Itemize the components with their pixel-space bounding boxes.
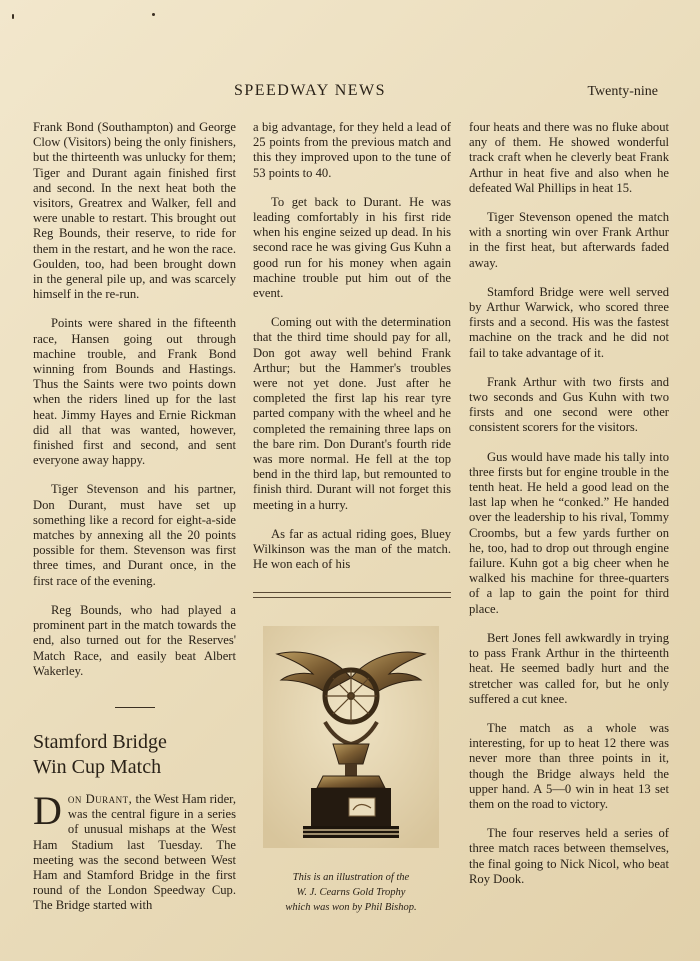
article-headline [33,730,236,780]
article-paragraph: a big advantage, for they held a lead of 25 points from the previous match and this they improved upon to the tune of 53 points to 40. [253,120,451,180]
caption-line-3: which was won by Phil Bishop. [285,902,417,913]
article-paragraph: Frank Bond (Southampton) and George Clow (Visitors) being the only finishers, but the thirteenth was unlucky for them; Tiger and Durant again finished first and second. In the next heat both the visitors, Greatrex and Walker, fell and were unable to restart. This brought out Reg Bounds, their reserve, to ride for them in the restart, and he won the race. Goulden, too, had been brought down in the general pile up, and was scarcely himself in the re-run. [33,120,236,302]
article-paragraph: Points were shared in the fifteenth race, Hansen going out through machine trouble, and Frank Bond winning from Bounds and Hastings. Thus the Saints were two points down when the riders lined up for the last heat. Jimmy Hayes and Ernie Rickman did all that was wanted, however, finished first and second, and sent everyone away happy. [33,316,236,468]
section-divider [115,707,155,708]
article-paragraph: The match as a whole was interesting, for up to heat 12 there was never more than three points in it, though the Bridge always held the upper hand. A 5—0 win in heat 13 set them on the road to victory. [469,720,669,811]
article-paragraph: To get back to Durant. He was leading comfortably in his first ride when his engine seized up dead. In his second race he was giving Gus Kuhn a good run for his money when again machine trouble put him out of the event. [253,194,451,301]
column-1 [33,120,236,928]
photo-caption [256,870,446,915]
article-paragraph: The four reserves held a series of three match races between themselves, the final going to Nick Nicol, who beat Roy Dook. [469,826,669,886]
headline-line-1: Stamford Bridge [33,730,167,753]
article-paragraph: four heats and there was no fluke about any of them. He showed wonderful track craft when he cleverly beat Frank Arthur in heat five and also when he defeated Wal Phillips in heat 15. [469,120,669,195]
article-paragraph: Coming out with the determination that the third time should pay for all, Don got away well behind Frank Arthur; but the Hammer's troubles were not yet done. Just after he completed the first lap his rear tyre parted company with the wheel and he completed the remaining three laps on the bare rim. Don Durant's fourth ride was more normal. He fell at the top bend in the third lap, but remounted to finish third. Durant will not forget this meeting in a hurry. [253,315,451,512]
article-paragraph: Gus would have made his tally into three firsts but for engine trouble in the tenth heat. He held a good lead on the last lap when he “conked.” He handed over the leadership to his rival, Tommy Croombs, but a few yards further on he, too, had to drop out through engine failure. Kuhn got a big cheer when he walked his machine for three-quarters of a lap to gain the point for third place. [469,449,669,616]
column-3 [469,120,669,901]
article-paragraph: Tiger Stevenson opened the match with a snorting win over Frank Arthur in the first heat, but afterwards faded away. [469,210,669,270]
trophy-illustration [263,626,439,848]
drop-cap: D [33,787,62,833]
article-paragraph: Reg Bounds, who had played a prominent part in the match towards the end, also turned out for the Reserves' Match Race, and easily beat Albert Wakerley. [33,602,236,678]
article-paragraph: Bert Jones fell awkwardly in trying to pass Frank Arthur in the thirteenth heat. He seemed badly hurt and the stretcher was called for, but he only suffered a cut knee. [469,630,669,706]
print-speck [152,13,155,16]
lead-smallcaps: on Durant, [67,791,133,806]
article-paragraph: Frank Arthur with two firsts and two seconds and Gus Kuhn with two firsts and one second were other consistent scorers for the visitors. [469,374,669,435]
headline-line-2: Win Cup Match [33,755,162,778]
article-paragraph: As far as actual riding goes, Bluey Wilkinson was the man of the match. He won each of his [253,526,451,572]
page-number: Twenty-nine [587,84,658,99]
caption-line-2: W. J. Cearns Gold Trophy [296,887,406,898]
article-paragraph: Stamford Bridge were well served by Arthur Warwick, who scored three firsts and a second. His was the fastest machine on the track and he did not fail to take advantage of it. [469,284,669,360]
article-paragraph: Tiger Stevenson and his partner, Don Durant, must have set up something like a record for eight-a-side matches by annexing all the 20 points possible for them. Stevenson was first three times, and Durant once, in the first race of the evening. [33,482,236,588]
lead-text: the West Ham rider, was the central figure in a series of unusual mishaps at the West Ham Stadium last Tuesday. The meeting was the second between West Ham and Stamford Bridge in the first round of the London Speedway Cup. The Bridge started with [33,791,236,913]
publication-title: SPEEDWAY NEWS [233,82,387,99]
trophy-photo [263,626,439,848]
column-2 [253,120,451,586]
lead-paragraph [33,787,236,914]
caption-line-1: This is an illustration of the [292,872,410,883]
photo-rule [253,592,451,598]
print-speck [12,14,14,19]
